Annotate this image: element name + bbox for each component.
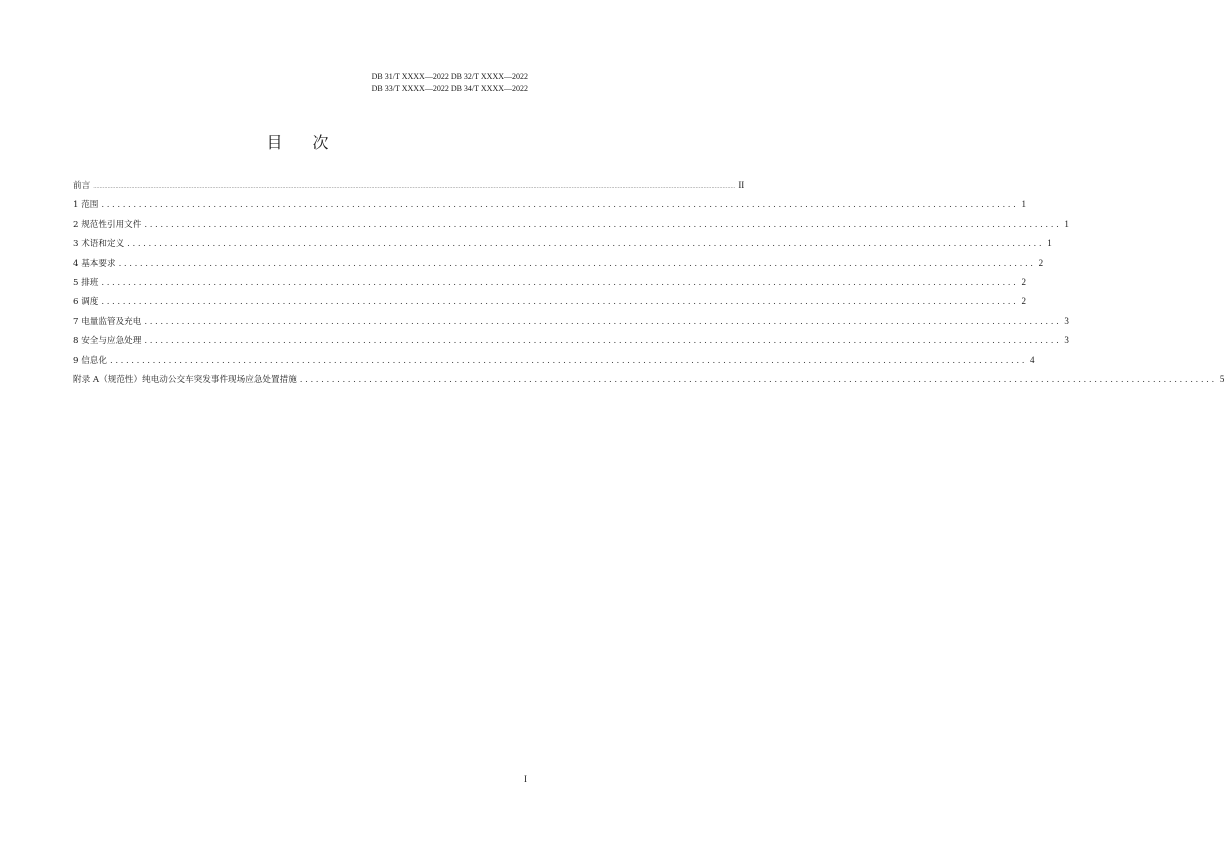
toc-leader-dots: ............................................................................................................................................................................ [101,200,1019,211]
toc-entry-scheduling[interactable] [73,276,1026,295]
toc-leader-dots: ............................................................................................................................................................................ [144,316,1062,327]
toc-entry-label: 前言 [73,181,91,191]
toc-entry-label: 1 范围 [73,200,99,211]
toc-entry-page: 2 [1021,296,1026,307]
toc-entry-page: 4 [1030,354,1035,365]
toc-leader-dots: ............................................................................................................................................................................ [144,336,1062,347]
toc-entry-informatization[interactable] [73,354,1035,373]
toc-leader-dots: ............................................................................................................................................................................ [144,219,1062,230]
toc-entry-page: 2 [1038,257,1044,268]
toc-entry-power-monitoring-charging[interactable] [73,315,1069,334]
toc-entry-basic-requirements[interactable] [73,257,1044,276]
toc-entry-page: 1 [1064,218,1069,229]
toc-leader-dots: ............................................................................................................................................................................ [101,277,1019,288]
toc-entry-terms-definitions[interactable] [73,237,1052,256]
table-of-contents [73,179,1224,392]
toc-leader-dots: ............................................................................................................................................................................ [299,374,1217,385]
toc-entry-page: II [738,180,745,190]
toc-entry-label: 4 基本要求 [73,258,116,269]
toc-entry-appendix-a[interactable] [73,373,1224,392]
toc-entry-foreword[interactable] [73,179,745,198]
toc-entry-page: 1 [1021,199,1026,210]
toc-entry-page: 1 [1047,238,1052,249]
toc-entry-page: 2 [1021,276,1026,287]
toc-entry-scope[interactable] [73,198,1026,217]
toc-entry-page: 5 [1219,373,1224,384]
toc-entry-label: 9 信息化 [73,355,107,366]
toc-entry-dispatch[interactable] [73,295,1026,314]
toc-entry-label: 2 规范性引用文件 [73,219,142,230]
toc-leader-dots: ............................................................................................................................................................................ [118,258,1036,269]
toc-leader-dots: .................................................................................................................................................................................................................................................................................................................................................................................................................... [93,184,736,190]
toc-entry-page: 3 [1064,315,1069,326]
toc-entry-label: 3 术语和定义 [73,239,125,250]
toc-entry-label: 8 安全与应急处理 [73,336,142,347]
toc-leader-dots: ............................................................................................................................................................................ [127,239,1045,250]
toc-entry-label: 6 调度 [73,297,99,308]
standard-codes-line-2: DB 33/T XXXX—2022 DB 34/T XXXX—2022 [371,84,528,93]
standard-codes-line-1: DB 31/T XXXX—2022 DB 32/T XXXX—2022 [371,72,528,81]
toc-entry-label: 7 电量监管及充电 [73,316,142,327]
toc-title: 目次 [266,133,359,152]
toc-entry-label: 5 排班 [73,277,99,288]
toc-entry-page: 3 [1064,335,1069,346]
toc-entry-label: 附录 A（规范性）纯电动公交车突发事件现场应急处置措施 [73,374,297,385]
standard-codes-header [268,71,528,95]
toc-entry-normative-references[interactable] [73,218,1069,237]
toc-entry-safety-emergency[interactable] [73,334,1069,353]
toc-leader-dots: ............................................................................................................................................................................ [101,297,1019,308]
page-number: I [524,774,527,784]
toc-leader-dots: ............................................................................................................................................................................ [109,355,1028,366]
